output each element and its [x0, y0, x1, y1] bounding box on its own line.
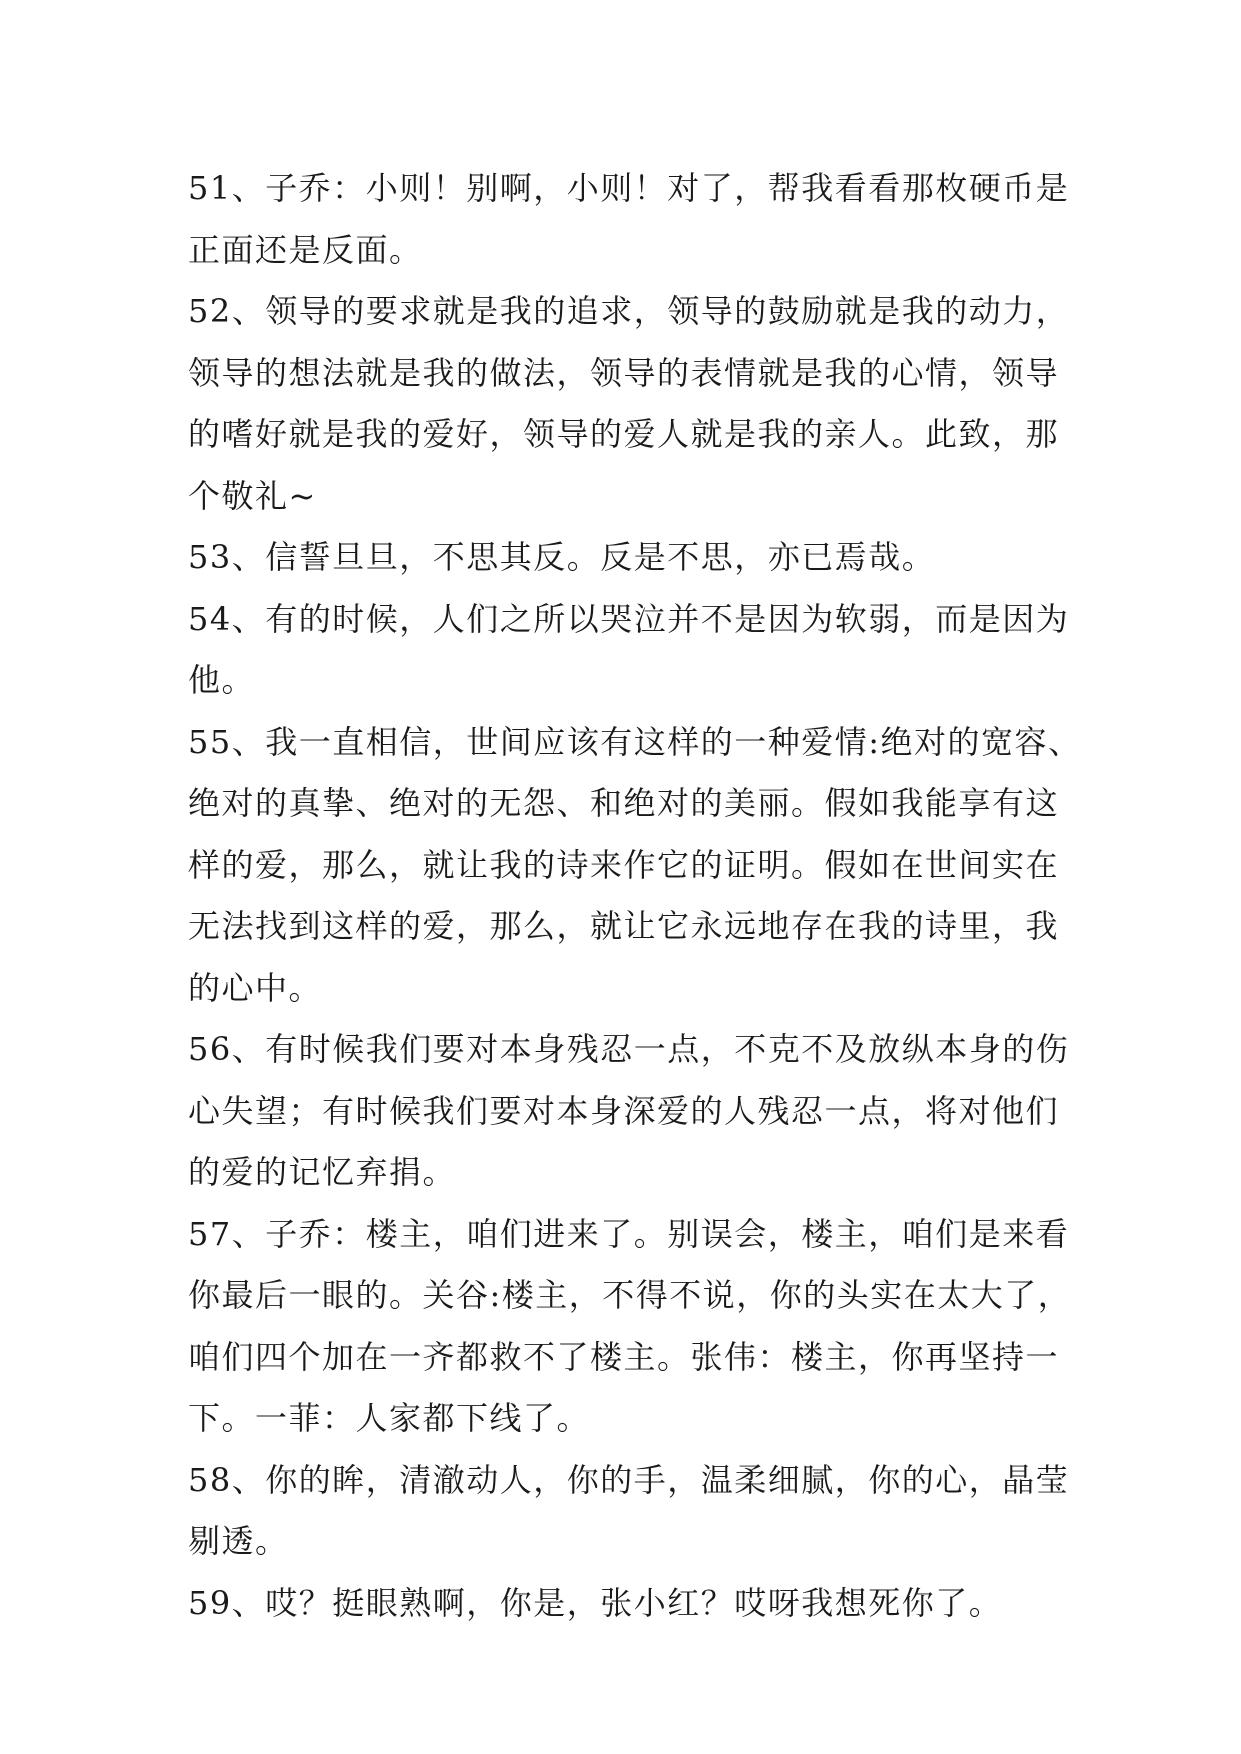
- text-line: 咱们四个加在一齐都救不了楼主。张伟：楼主，你再坚持一: [188, 1337, 1060, 1376]
- text-line: 的心中。: [188, 968, 323, 1007]
- text-line: 你最后一眼的。关谷:楼主，不得不说，你的头实在太大了，: [188, 1276, 1072, 1314]
- text-line: 下。一菲：人家都下线了。: [188, 1399, 591, 1437]
- text-line: 心失望；有时候我们要对本身深爱的人残忍一点，将对他们: [188, 1091, 1060, 1130]
- text-line: 54、有的时候，人们之所以哭泣并不是因为软弱，而是因为: [188, 599, 1070, 638]
- text-line: 56、有时候我们要对本身残忍一点，不克不及放纵本身的伤: [188, 1030, 1070, 1068]
- text-line: 57、子乔：楼主，咱们进来了。别误会，楼主，咱们是来看: [188, 1214, 1070, 1253]
- text-line: 58、你的眸，清澈动人，你的手，温柔细腻，你的心，晶莹: [188, 1460, 1070, 1499]
- text-line: 他。: [188, 661, 256, 699]
- text-line: 正面还是反面。: [188, 230, 423, 269]
- document-body: [188, 158, 1082, 1634]
- text-line: 的爱的记忆弃捐。: [188, 1153, 457, 1191]
- text-line: 领导的想法就是我的做法，领导的表情就是我的心情，领导: [188, 353, 1060, 392]
- text-line: 个敬礼~: [188, 476, 317, 515]
- text-line: 51、子乔：小则！别啊，小则！对了，帮我看看那枚硬币是: [188, 169, 1070, 207]
- text-line: 52、领导的要求就是我的追求，领导的鼓励就是我的动力，: [188, 292, 1070, 330]
- text-line: 55、我一直相信，世间应该有这样的一种爱情:绝对的宽容、: [188, 722, 1082, 761]
- text-line: 样的爱，那么，就让我的诗来作它的证明。假如在世间实在: [188, 845, 1060, 884]
- text-line: 的嗜好就是我的爱好，领导的爱人就是我的亲人。此致，那: [188, 415, 1060, 453]
- text-line: 53、信誓旦旦，不思其反。反是不思，亦已焉哉。: [188, 538, 936, 576]
- text-line: 绝对的真挚、绝对的无怨、和绝对的美丽。假如我能享有这: [188, 784, 1060, 822]
- text-line: 59、哎？挺眼熟啊，你是，张小红？哎呀我想死你了。: [188, 1583, 1003, 1622]
- text-line: 无法找到这样的爱，那么，就让它永远地存在我的诗里，我: [188, 907, 1060, 945]
- text-line: 剔透。: [188, 1522, 289, 1560]
